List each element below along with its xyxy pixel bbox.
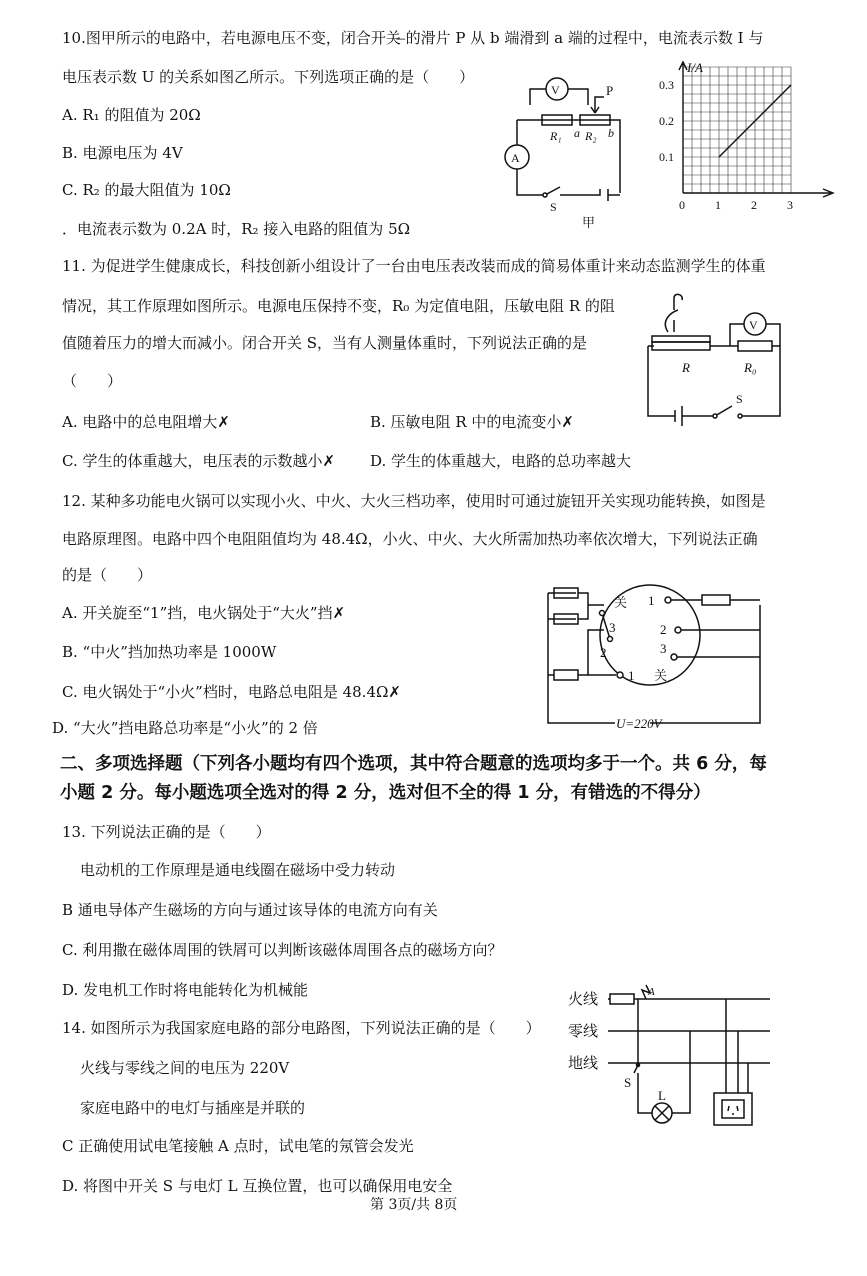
y-axis-label: I/A xyxy=(687,60,703,75)
ground-wire-label: 地线 xyxy=(568,1056,599,1072)
q10-option-d: ．电流表示数为 0.2A 时，R₂ 接入电路的阻值为 5Ω xyxy=(62,220,411,238)
q12-stem-line2: 电路原理图。电路中四个电阻阻值均为 48.4Ω，小火、中火、大火所需加热功率依次增大，下列说法正确 xyxy=(62,530,758,548)
q14-option-a: 火线与零线之间的电压为 220V xyxy=(80,1059,290,1077)
q14-household-circuit xyxy=(562,985,782,1145)
x-tick-label: 3 xyxy=(787,198,793,212)
live-wire-label: 火线 xyxy=(568,992,599,1008)
q11-option-d: D. 学生的体重越大，电路的总功率越大 xyxy=(370,452,632,470)
q11-voltmeter-label: V xyxy=(749,318,758,332)
q13-option-d: D. 发电机工作时将电能转化为机械能 xyxy=(62,981,309,999)
supply-voltage-label: U=220V xyxy=(616,716,662,731)
q12-circuit-diagram xyxy=(540,585,780,735)
x-tick-label: 0 xyxy=(679,198,685,212)
lamp-l-label: L xyxy=(658,1088,666,1103)
switch-s-label-q14: S xyxy=(624,1075,632,1090)
q12-option-d: D. “大火”挡电路总功率是“小火”的 2 倍 xyxy=(52,719,318,737)
ammeter-label: A xyxy=(511,151,520,165)
q11-stem-line2: 情况，其工作原理如图所示。电源电压保持不变，R₀ 为定值电阻，压敏电阻 R 的阻 xyxy=(62,297,615,315)
q11-stem-line1: 11. 为促进学生健康成长，科技创新小组设计了一台由电压表改装而成的简易体重计来动态监测学生的体重 xyxy=(62,257,766,275)
q10-option-b: B. 电源电压为 4V xyxy=(62,144,183,162)
q14-option-b: 家庭电路中的电灯与插座是并联的 xyxy=(80,1099,306,1117)
q13-option-b: B 通电导体产生磁场的方向与通过该导体的电流方向有关 xyxy=(62,901,438,919)
q10-circuit-diagram xyxy=(500,75,660,235)
q11-option-a: A. 电路中的总电阻增大✗ xyxy=(62,413,230,431)
contact-2-right-label: 2 xyxy=(660,622,667,637)
q14-option-d: D. 将图中开关 S 与电灯 L 互换位置，也可以确保用电安全 xyxy=(62,1177,453,1195)
q12-option-c: C. 电火锅处于“小火”档时，电路总电阻是 48.4Ω✗ xyxy=(62,683,401,701)
q13-stem: 13. 下列说法正确的是（ ） xyxy=(62,823,271,841)
contact-1-bottom-label: 1 xyxy=(628,668,635,683)
q10-option-a: A. R₁ 的阻值为 20Ω xyxy=(62,106,201,124)
q11-option-b: B. 压敏电阻 R 中的电流变小✗ xyxy=(370,413,574,431)
q12-stem-line1: 12. 某种多功能电火锅可以实现小火、中火、大火三档功率，使用时可通过旋钮开关实现功能转换，如图是 xyxy=(62,492,766,510)
q11-option-c: C. 学生的体重越大，电压表的示数越小✗ xyxy=(62,452,336,470)
point-a-label: A xyxy=(648,986,655,998)
figure-jia-label: 甲 xyxy=(582,215,596,230)
q11-stem-line4: （ ） xyxy=(62,372,123,390)
q11-stem-line3: 值随着压力的增大而减小。闭合开关 S，当有人测量体重时，下列说法正确的是 xyxy=(62,334,588,352)
section2-heading-line2: 小题 2 分。每小题选项全选对的得 2 分，选对但不全的得 1 分，有错选的不得分） xyxy=(60,783,711,803)
r2-label: R₂ xyxy=(585,129,597,143)
section2-heading-line1: 二、多项选择题（下列各小题均有四个选项，其中符合题意的选项均多于一个。共 6 分，每 xyxy=(60,754,767,774)
y-tick-label: 0.1 xyxy=(659,150,674,164)
pressure-resistor-label: R xyxy=(682,360,690,375)
end-b-label: b xyxy=(608,126,614,140)
voltmeter-label: V xyxy=(551,83,560,97)
q12-option-b: B. “中火”挡加热功率是 1000W xyxy=(62,643,277,661)
q10-option-c: C. R₂ 的最大阻值为 10Ω xyxy=(62,181,231,199)
switch-s-label: S xyxy=(550,200,557,214)
y-tick-label: 0.2 xyxy=(659,114,674,128)
end-a-label: a xyxy=(574,126,580,140)
contact-2-left-label: 2 xyxy=(600,645,607,660)
q10-stem-line2: 电压表示数 U 的关系如图乙所示。下列选项正确的是（ ） xyxy=(62,68,475,86)
q11-switch-label: S xyxy=(736,392,743,406)
y-tick-label: 0.3 xyxy=(659,78,674,92)
q14-stem: 14. 如图所示为我国家庭电路的部分电路图，下列说法正确的是（ ） xyxy=(62,1019,541,1037)
q14-option-c: C 正确使用试电笔接触 A 点时，试电笔的氖管会发光 xyxy=(62,1137,414,1155)
q13-option-a: 电动机的工作原理是通电线圈在磁场中受力转动 xyxy=(80,861,396,879)
contact-3-right-label: 3 xyxy=(660,641,667,656)
contact-3-left-label: 3 xyxy=(609,620,616,635)
fixed-resistor-label: R₀ xyxy=(744,360,757,375)
x-tick-label: 1 xyxy=(715,198,721,212)
knob-guan-bottom-label: 关 xyxy=(654,668,668,683)
slider-p-label: P xyxy=(606,83,614,98)
neutral-wire-label: 零线 xyxy=(568,1024,599,1040)
q10-stem-line1: 10.图甲所示的电路中，若电源电压不变，闭合开关 ̶的滑片 P 从 b 端滑到 a 端的过程中，电流表示数 I 与 xyxy=(62,29,764,47)
r1-label: R₁ xyxy=(550,129,562,143)
q10-iu-graph xyxy=(655,58,835,218)
page-number-footer: 第 3页/共 8页 xyxy=(370,1197,458,1213)
knob-guan-top-label: 关 xyxy=(614,595,628,610)
q11-circuit-diagram xyxy=(640,290,800,430)
x-tick-label: 2 xyxy=(751,198,757,212)
contact-1-top-label: 1 xyxy=(648,593,655,608)
q12-option-a: A. 开关旋至“1”挡，电火锅处于“大火”挡✗ xyxy=(62,604,346,622)
q12-stem-line3: 的是（ ） xyxy=(62,566,153,584)
q13-option-c: C. 利用撒在磁体周围的铁屑可以判断该磁体周围各点的磁场方向？ xyxy=(62,941,503,959)
